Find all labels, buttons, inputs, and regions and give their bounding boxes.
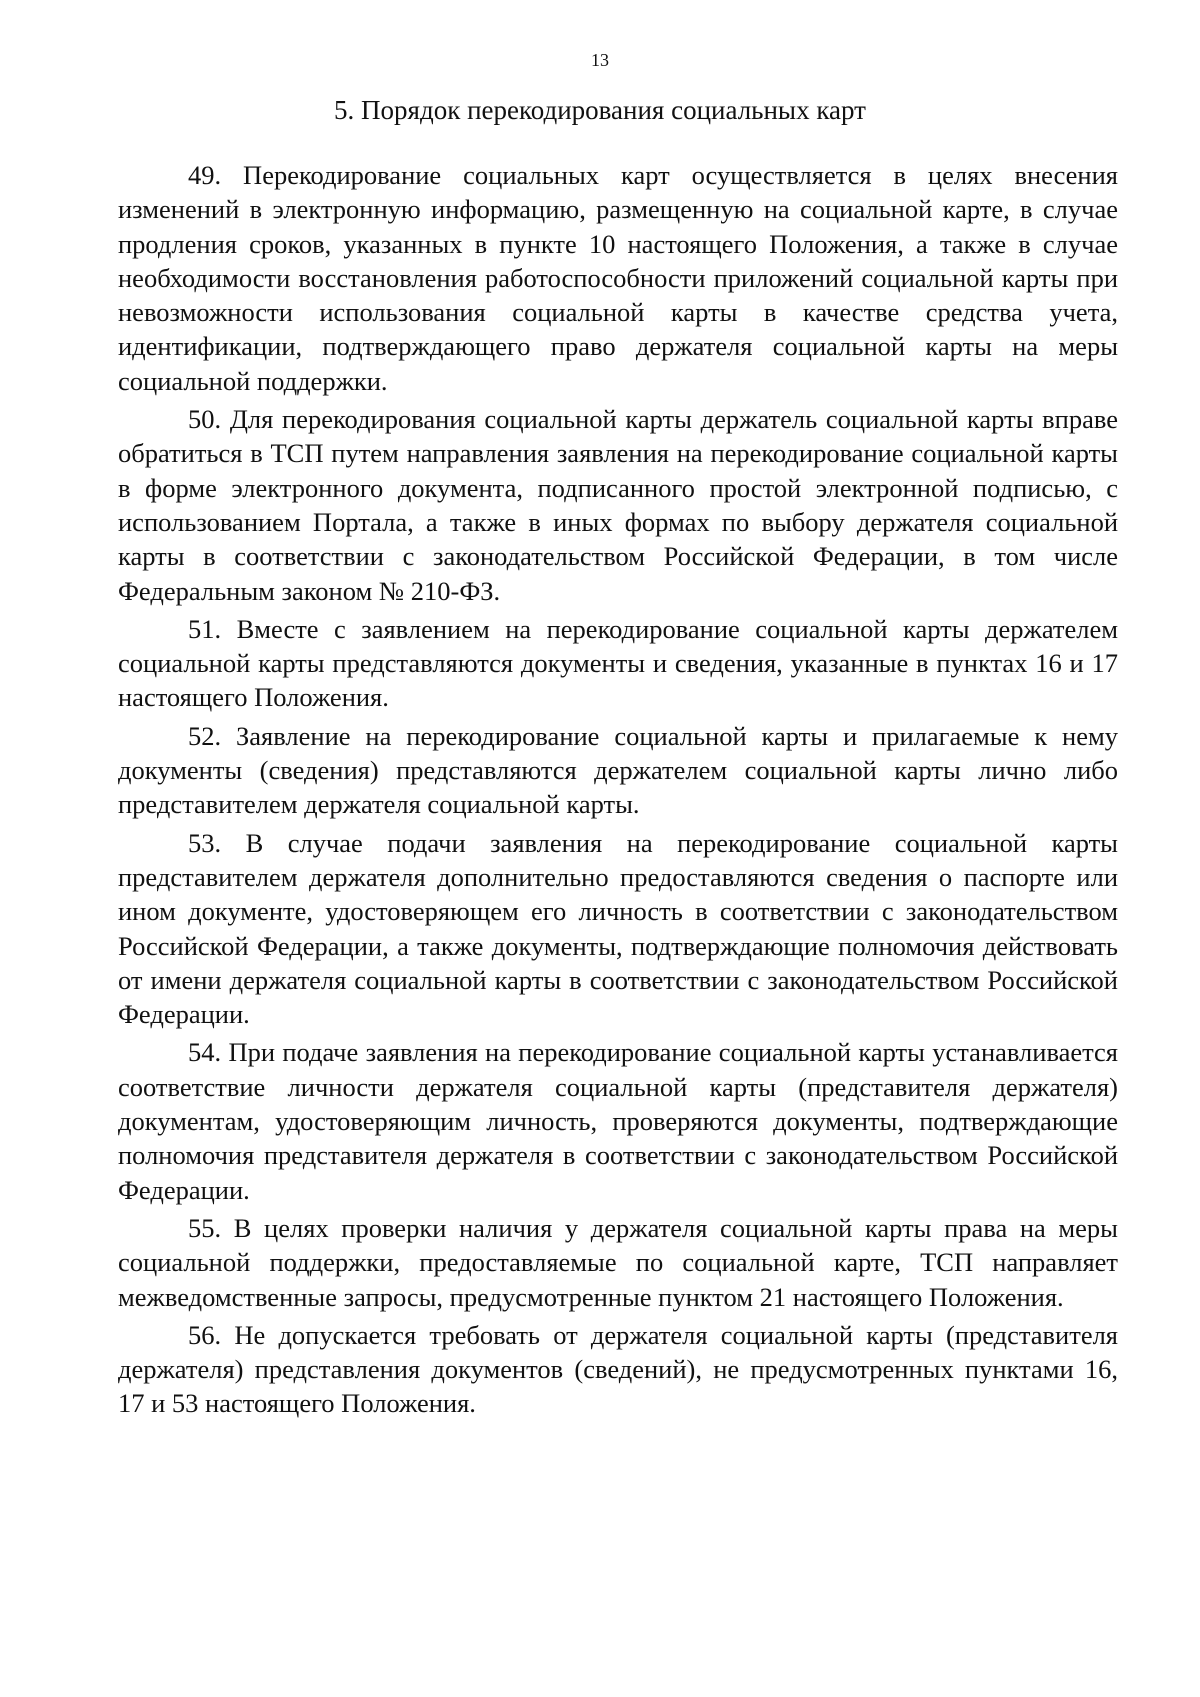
paragraph-54: 54. При подаче заявления на перекодирование социальной карты устанавливается соответствие личности держателя социальной карты (представителя держателя) документам, удостоверяющим личность, проверяются документы, подтверждающие полномочия представителя держателя в соответствии с законодательством Российской Федерации. <box>118 1037 1118 1205</box>
document-body <box>118 158 1118 1421</box>
paragraph-50: 50. Для перекодирования социальной карты держатель социальной карты вправе обратиться в ТСП путем направления заявления на перекодирование социальной карты в форме электронного документа, подписанного простой электронной подписью, с использованием Портала, а также в иных формах по выбору держателя социальной карты в соответствии с законодательством Российской Федерации, в том числе Федеральным законом № 210-ФЗ. <box>118 404 1118 606</box>
page-number: 13 <box>591 50 609 70</box>
paragraph-49: 49. Перекодирование социальных карт осуществляется в целях внесения изменений в электронную информацию, размещенную на социальной карте, в случае продления сроков, указанных в пункте 10 настоящего Положения, а также в случае необходимости восстановления работоспособности приложений социальной карты при невозможности использования социальной карты в качестве средства учета, идентификации, подтверждающего право держателя социальной карты на меры социальной поддержки. <box>118 160 1118 396</box>
paragraph-56: 56. Не допускается требовать от держателя социальной карты (представителя держателя) представления документов (сведений), не предусмотренных пунктами 16, 17 и 53 настоящего Положения. <box>118 1319 1118 1419</box>
paragraph-51: 51. Вместе с заявлением на перекодирование социальной карты держателем социальной карты представляются документы и сведения, указанные в пунктах 16 и 17 настоящего Положения. <box>118 613 1118 713</box>
paragraph-55: 55. В целях проверки наличия у держателя социальной карты права на меры социальной поддержки, предоставляемые по социальной карте, ТСП направляет межведомственные запросы, предусмотренные пунктом 21 настоящего Положения. <box>118 1212 1118 1312</box>
section-heading: 5. Порядок перекодирования социальных карт <box>334 95 866 125</box>
paragraph-52: 52. Заявление на перекодирование социальной карты и прилагаемые к нему документы (сведения) представляются держателем социальной карты лично либо представителем держателя социальной карты. <box>118 720 1118 820</box>
paragraph-53: 53. В случае подачи заявления на перекодирование социальной карты представителем держателя дополнительно предоставляются сведения о паспорте или ином документе, удостоверяющем его личность в соответствии с законодательством Российской Федерации, а также документы, подтверждающие полномочия действовать от имени держателя социальной карты в соответствии с законодательством Российской Федерации. <box>118 827 1118 1030</box>
